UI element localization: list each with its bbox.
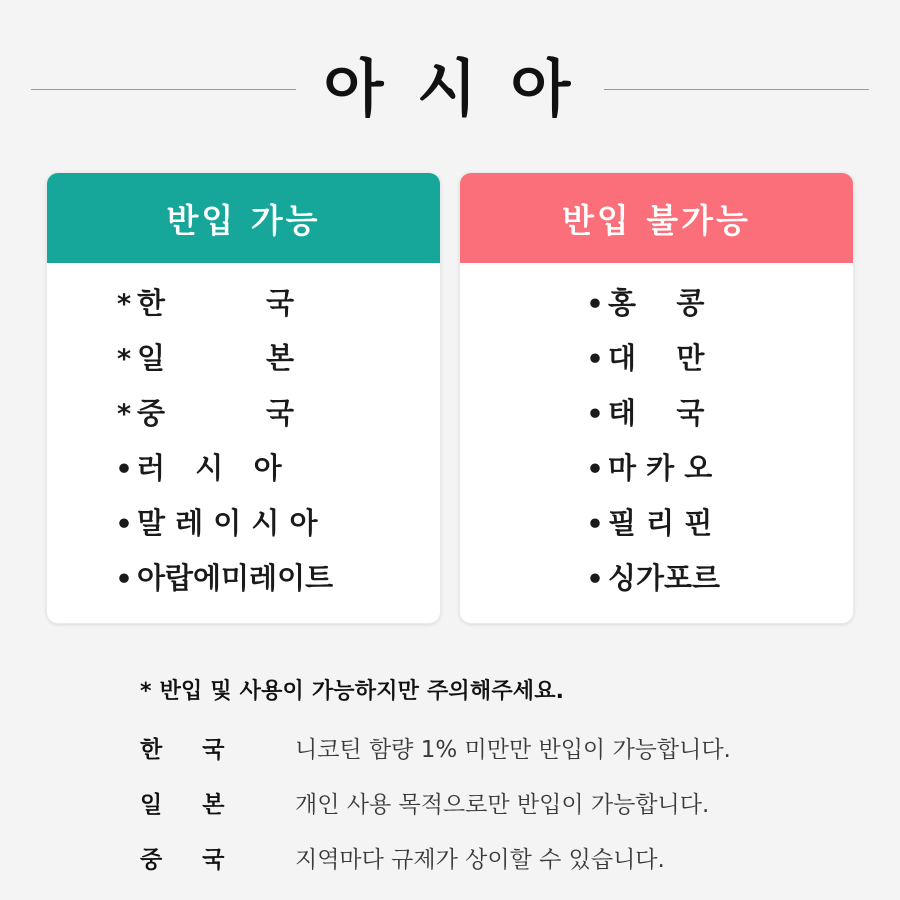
cards-container: [0, 172, 900, 624]
list-marker: •: [115, 509, 133, 540]
footnote-row: [140, 841, 900, 874]
list-item: [460, 341, 853, 375]
list-item-label: 중 국: [137, 396, 294, 430]
card-denied-heading: 반입 불가능: [460, 173, 853, 263]
page-header: [0, 0, 900, 125]
list-marker: •: [586, 564, 604, 595]
denied-list: [460, 286, 853, 595]
list-item: [460, 561, 853, 595]
footnote-row: [140, 731, 900, 764]
list-marker: •: [586, 399, 604, 430]
list-marker: *: [116, 344, 132, 375]
list-marker: •: [586, 289, 604, 320]
header-rule-right: [604, 89, 869, 90]
list-item: [460, 286, 853, 320]
list-item-label: 필 리 핀: [608, 506, 713, 540]
list-marker: *: [116, 399, 132, 430]
list-item: [47, 506, 440, 540]
list-marker: •: [586, 454, 604, 485]
list-item-label: 태 국: [608, 396, 705, 430]
footnote-note: 개인 사용 목적으로만 반입이 가능합니다.: [295, 792, 710, 818]
list-item-label: 대 만: [608, 341, 705, 375]
list-marker: •: [586, 344, 604, 375]
list-item-label: 말 레 이 시 아: [137, 506, 318, 540]
header-rule-left: [31, 89, 296, 90]
list-item: [47, 561, 440, 595]
card-allowed-body: [47, 263, 440, 623]
card-allowed: [46, 172, 441, 624]
list-item: [460, 396, 853, 430]
list-item: [47, 286, 440, 320]
list-marker: •: [115, 454, 133, 485]
list-item-label: 일 본: [137, 341, 294, 375]
list-marker: •: [115, 564, 133, 595]
list-marker: *: [116, 289, 132, 320]
footnote-note: 니코틴 함량 1% 미만만 반입이 가능합니다.: [295, 737, 731, 763]
footnote-section: [0, 674, 900, 874]
footnote-country: 중 국: [140, 847, 225, 873]
footnote-country: 일 본: [140, 792, 225, 818]
list-item: [460, 451, 853, 485]
list-item-label: 러 시 아: [137, 451, 282, 485]
list-item: [460, 506, 853, 540]
allowed-list: [47, 286, 440, 595]
footnote-country: 한 국: [140, 737, 225, 763]
list-item: [47, 451, 440, 485]
card-denied-body: [460, 263, 853, 623]
card-denied: [459, 172, 854, 624]
list-marker: •: [586, 509, 604, 540]
footnote-note: 지역마다 규제가 상이할 수 있습니다.: [295, 847, 665, 873]
list-item-label: 싱가포르: [608, 561, 721, 595]
footnote-title: * 반입 및 사용이 가능하지만 주의해주세요.: [140, 679, 565, 704]
list-item-label: 홍 콩: [608, 286, 705, 320]
card-allowed-heading: 반입 가능: [47, 173, 440, 263]
page-title: 아 시 아: [323, 52, 577, 125]
list-item: [47, 396, 440, 430]
list-item-label: 아랍에미레이트: [137, 561, 334, 595]
list-item: [47, 341, 440, 375]
list-item-label: 한 국: [137, 286, 294, 320]
footnote-row: [140, 786, 900, 819]
list-item-label: 마 카 오: [608, 451, 713, 485]
